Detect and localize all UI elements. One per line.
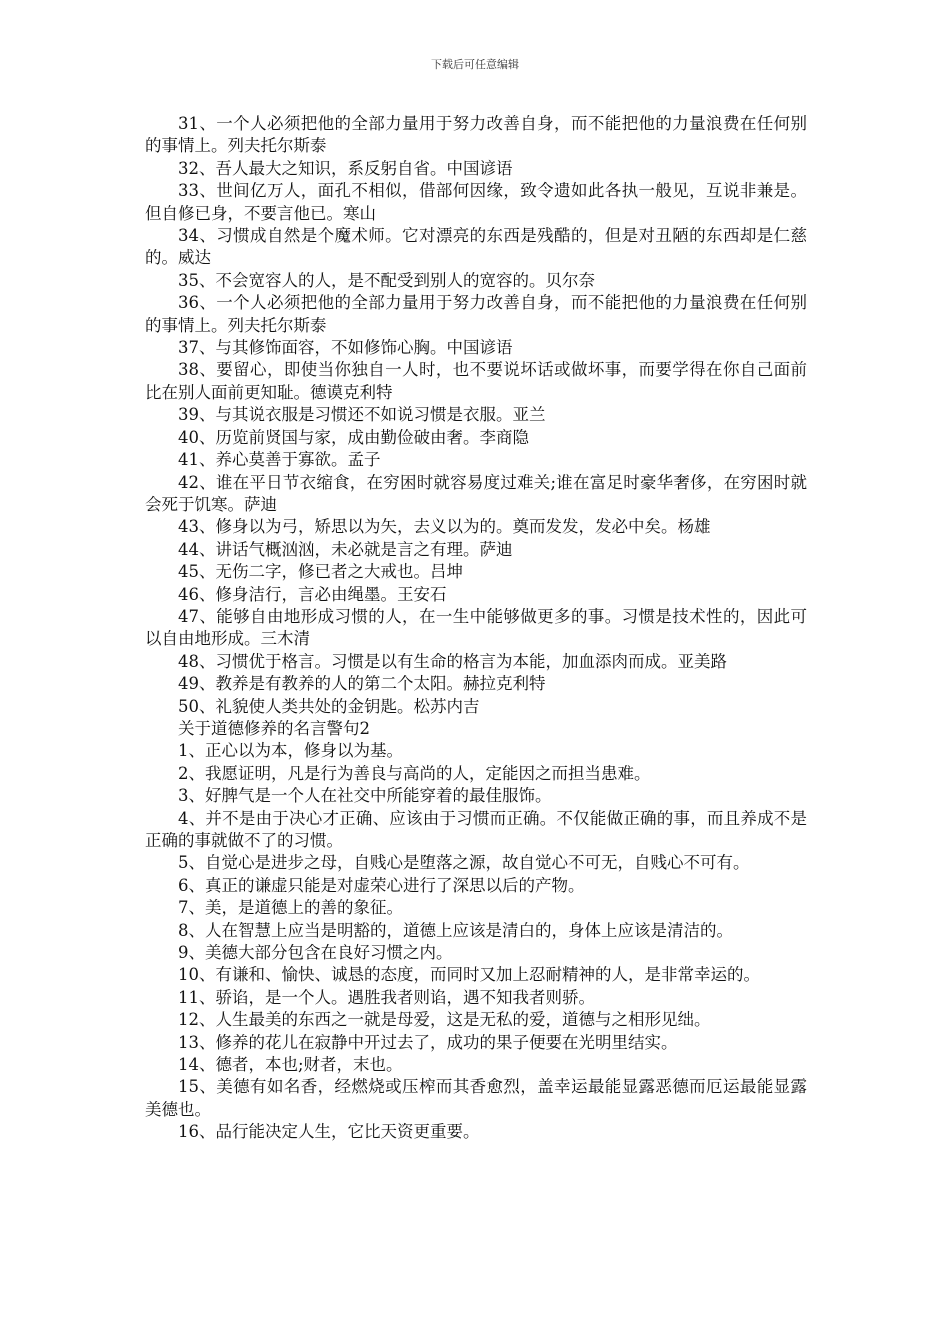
paragraph: 41、养心莫善于寡欲。孟子: [178, 450, 381, 470]
paragraph: 15、美德有如名香，经燃烧或压榨而其香愈烈，盖幸运最能显露恶德而厄运最能显露美德也。: [145, 1077, 807, 1119]
paragraph: 35、不会宽容人的人，是不配受到别人的宽容的。贝尔奈: [178, 270, 595, 290]
paragraph: 9、美德大部分包含在良好习惯之内。: [178, 943, 453, 963]
paragraph: 10、有谦和、愉快、诚恳的态度，而同时又加上忍耐精神的人，是非常幸运的。: [178, 965, 760, 985]
paragraph: 44、讲话气概汹汹，未必就是言之有理。萨迪: [178, 539, 513, 559]
paragraph: 36、一个人必须把他的全部力量用于努力改善自身，而不能把他的力量浪费在任何别的事情上。列夫托尔斯泰: [145, 293, 807, 335]
paragraph: 46、修身洁行，言必由绳墨。王安石: [178, 584, 447, 604]
paragraph: 7、美，是道德上的善的象征。: [178, 898, 403, 918]
paragraph: 45、无伤二字，修已者之大戒也。吕坤: [178, 562, 463, 582]
paragraph: 5、自觉心是进步之母，自贱心是堕落之源，故自觉心不可无，自贱心不可有。: [178, 853, 750, 873]
paragraph: 42、谁在平日节衣缩食，在穷困时就容易度过难关;谁在富足时豪华奢侈，在穷困时就会死于饥寒。萨迪: [145, 472, 807, 514]
paragraph: 40、历览前贤国与家，成由勤俭破由奢。李商隐: [178, 427, 529, 447]
paragraph: 47、能够自由地形成习惯的人，在一生中能够做更多的事。习惯是技术性的，因此可以自由地形成。三木清: [145, 606, 807, 649]
paragraph: 8、人在智慧上应当是明豁的，道德上应该是清白的，身体上应该是清洁的。: [178, 920, 733, 940]
paragraph: 14、德者，本也;财者，末也。: [178, 1055, 403, 1075]
paragraph: 11、骄谄，是一个人。遇胜我者则谄，遇不知我者则骄。: [178, 987, 595, 1007]
paragraph: 1、正心以为本，修身以为基。: [178, 741, 403, 761]
paragraph: 31、一个人必须把他的全部力量用于努力改善自身，而不能把他的力量浪费在任何别的事情上。列夫托尔斯泰: [145, 114, 807, 156]
paragraph: 6、真正的谦虚只能是对虚荣心进行了深思以后的产物。: [178, 875, 585, 895]
paragraph: 13、修养的花儿在寂静中开过去了，成功的果子便要在光明里结实。: [178, 1032, 678, 1052]
paragraph: 37、与其修饰面容，不如修饰心胸。中国谚语: [178, 338, 513, 358]
paragraph: 38、要留心，即使当你独自一人时，也不要说坏话或做坏事，而要学得在你自己面前比在别人面前更知耻。德谟克利特: [145, 360, 807, 402]
paragraph: 50、礼貌使人类共处的金钥匙。松苏内吉: [178, 696, 480, 716]
paragraph: 12、人生最美的东西之一就是母爱，这是无私的爱，道德与之相形见绌。: [178, 1010, 711, 1030]
paragraph: 48、习惯优于格言。习惯是以有生命的格言为本能，加血添肉而成。亚美路: [178, 651, 727, 671]
paragraph: 4、并不是由于决心才正确、应该由于习惯而正确。不仅能做正确的事，而且养成不是正确的事就做不了的习惯。: [145, 808, 807, 850]
paragraph: 2、我愿证明，凡是行为善良与高尚的人，定能因之而担当患难。: [178, 763, 651, 783]
document-body: [145, 113, 807, 1144]
page-header: 下载后可任意编辑: [431, 58, 519, 71]
paragraph: 16、品行能决定人生，它比天资更重要。: [178, 1122, 480, 1142]
paragraph: 49、教养是有教养的人的第二个太阳。赫拉克利特: [178, 674, 546, 694]
section-heading: 关于道德修养的名言警句2: [178, 718, 370, 738]
paragraph: 43、修身以为弓，矫思以为矢，去义以为的。奠而发发，发必中矣。杨雄: [178, 517, 711, 537]
paragraph: 33、世间亿万人，面孔不相似，借部何因缘，致令遗如此各执一般见，互说非兼是。但自修已身，不要言他已。寒山: [145, 181, 807, 223]
paragraph: 32、吾人最大之知识，系反躬自省。中国谚语: [178, 158, 513, 178]
paragraph: 34、习惯成自然是个魔术师。它对漂亮的东西是残酷的，但是对丑陋的东西却是仁慈的。威达: [145, 226, 807, 268]
paragraph: 39、与其说衣服是习惯还不如说习惯是衣服。亚兰: [178, 405, 546, 425]
paragraph: 3、好脾气是一个人在社交中所能穿着的最佳服饰。: [178, 786, 552, 806]
